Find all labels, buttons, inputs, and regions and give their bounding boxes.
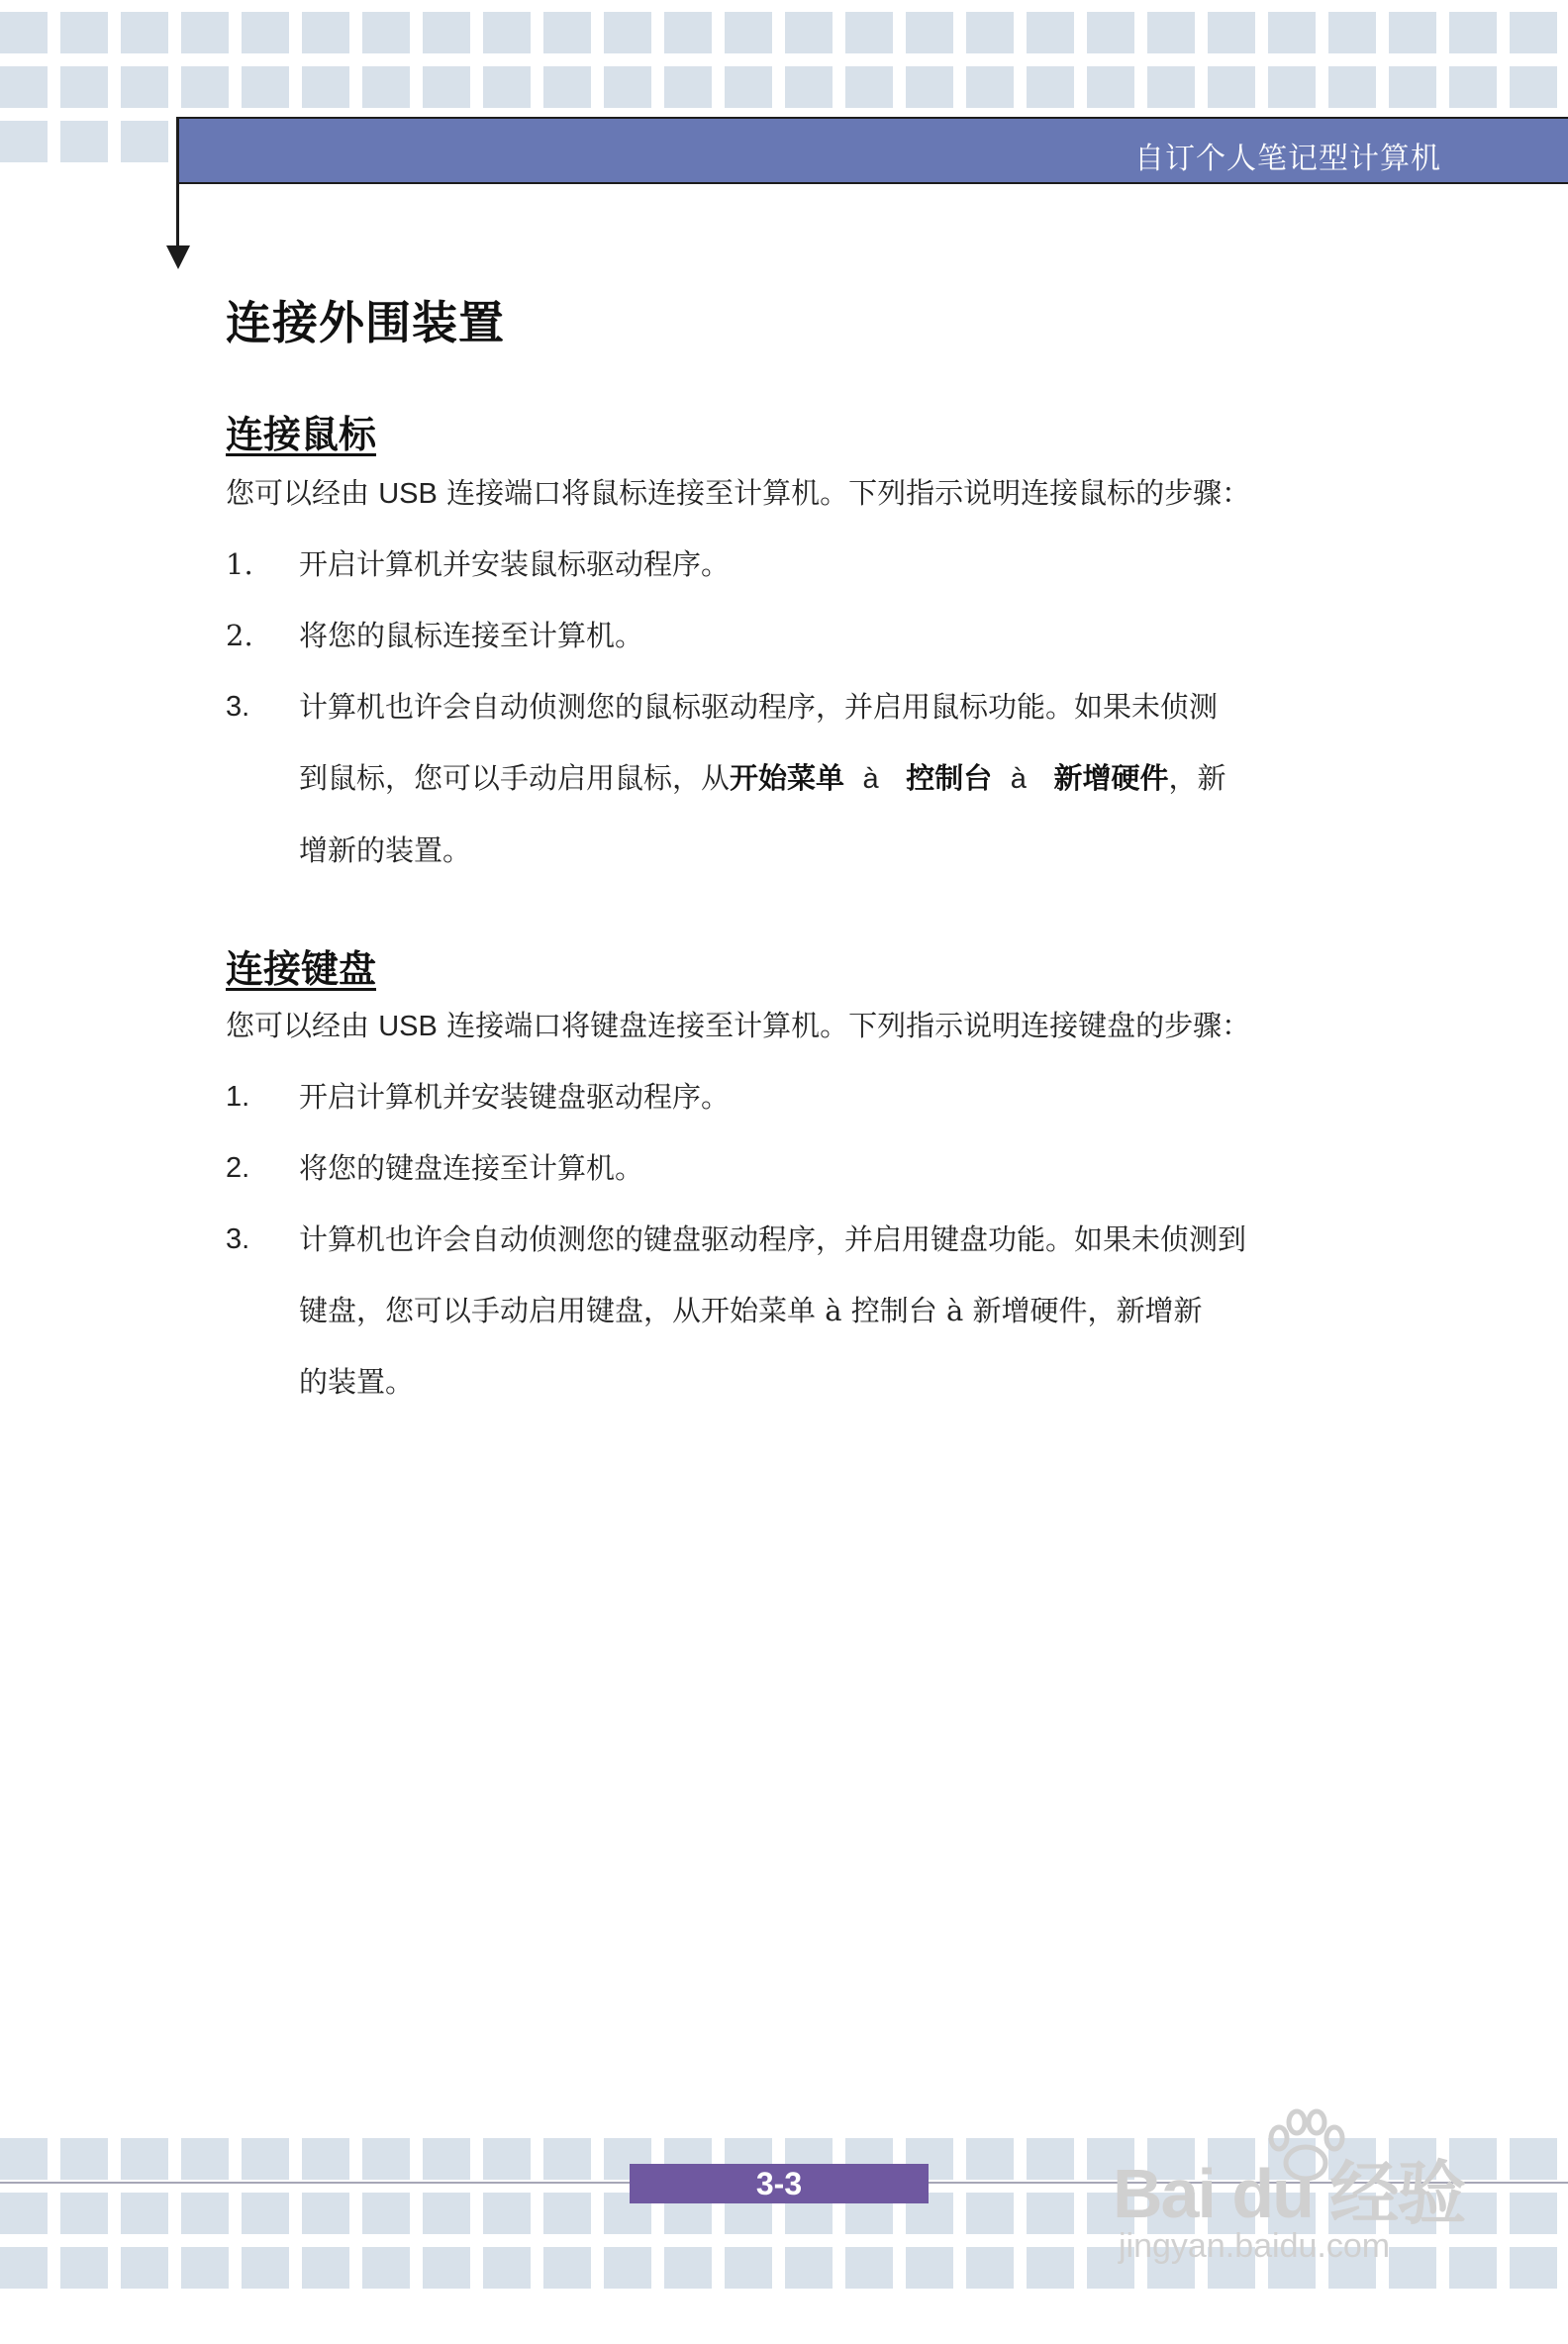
decorative-tile xyxy=(1268,66,1316,108)
decorative-tile xyxy=(966,12,1014,53)
decorative-tile xyxy=(966,2138,1014,2180)
decorative-tile xyxy=(1510,12,1557,53)
decorative-tile xyxy=(181,66,229,108)
menu-add-hardware: 新增硬件 xyxy=(1053,763,1169,795)
decorative-tile xyxy=(664,12,712,53)
header-band xyxy=(176,117,1568,184)
decorative-tile xyxy=(423,2138,470,2180)
menu-start: 开始菜单 xyxy=(730,763,845,795)
decorative-tile xyxy=(242,2138,289,2180)
decorative-tile xyxy=(362,2193,410,2234)
decorative-tile xyxy=(785,12,833,53)
watermark xyxy=(1113,2128,1489,2267)
decorative-tile xyxy=(60,66,108,108)
decorative-tile xyxy=(845,2247,893,2289)
down-arrow-icon xyxy=(166,245,190,269)
decorative-tile xyxy=(362,66,410,108)
decorative-tile xyxy=(543,2138,591,2180)
decorative-tile xyxy=(1510,66,1557,108)
decorative-tile xyxy=(0,2138,48,2180)
page-number: 3-3 xyxy=(630,2164,929,2203)
decorative-tile xyxy=(1328,66,1376,108)
decorative-tile xyxy=(1510,2193,1557,2234)
decorative-tile xyxy=(785,2247,833,2289)
decorative-tile xyxy=(845,12,893,53)
decorative-tile xyxy=(1027,12,1074,53)
decorative-tile xyxy=(181,12,229,53)
keyboard-step-3: 3. 计算机也许会自动侦测您的键盘驱动程序，并启用键盘功能。如果未侦测到 键盘，您可以手动启用键盘，从开始菜单 à 控制台 à 新增硬件，新增新 的装置。 xyxy=(226,1222,1247,1399)
decorative-tile xyxy=(181,2247,229,2289)
decorative-tile xyxy=(423,66,470,108)
decorative-tile xyxy=(1147,66,1195,108)
decorative-tile xyxy=(1208,66,1255,108)
arrow-glyph: à xyxy=(1010,763,1027,795)
decorative-tile xyxy=(362,2247,410,2289)
decorative-tile xyxy=(60,2193,108,2234)
usb-label: USB xyxy=(378,478,438,510)
decorative-tile xyxy=(362,2138,410,2180)
decorative-tile xyxy=(604,2247,651,2289)
decorative-tile xyxy=(1208,12,1255,53)
decorative-tile xyxy=(242,66,289,108)
decorative-tile xyxy=(543,66,591,108)
decorative-tile xyxy=(0,66,48,108)
decorative-tile xyxy=(483,66,531,108)
decorative-tile xyxy=(242,2247,289,2289)
decorative-tile xyxy=(1087,66,1134,108)
decorative-tile xyxy=(0,121,48,162)
decorative-tile xyxy=(60,2138,108,2180)
decorative-tile xyxy=(121,2247,168,2289)
decorative-tile xyxy=(121,121,168,162)
decorative-tile xyxy=(906,2247,953,2289)
decorative-tile xyxy=(906,12,953,53)
decorative-tile xyxy=(543,2193,591,2234)
header-title: 自订个人笔记型计算机 xyxy=(1134,142,1441,176)
decorative-tile xyxy=(60,121,108,162)
mouse-heading: 连接鼠标 xyxy=(226,412,377,456)
watermark-url: jingyan.baidu.com xyxy=(1119,2227,1391,2265)
decorative-tile xyxy=(1027,2247,1074,2289)
decorative-tile xyxy=(181,2193,229,2234)
decorative-tile xyxy=(1268,12,1316,53)
decorative-tile xyxy=(664,2247,712,2289)
decorative-tile xyxy=(1027,66,1074,108)
mouse-intro: 您可以经由 USB 连接端口将鼠标连接至计算机。下列指示说明连接鼠标的步骤： xyxy=(226,476,1251,510)
header-vertical-line xyxy=(176,117,179,245)
decorative-tile xyxy=(1510,2247,1557,2289)
decorative-tile xyxy=(121,66,168,108)
menu-control-panel: 控制台 xyxy=(906,763,993,795)
decorative-tile xyxy=(725,2247,772,2289)
decorative-tile xyxy=(1147,12,1195,53)
decorative-tile xyxy=(483,2193,531,2234)
decorative-tile xyxy=(604,12,651,53)
decorative-tile xyxy=(483,2247,531,2289)
decorative-tile xyxy=(966,66,1014,108)
decorative-tile xyxy=(121,2193,168,2234)
decorative-tile xyxy=(483,12,531,53)
decorative-tile xyxy=(121,2138,168,2180)
decorative-tile xyxy=(1328,12,1376,53)
decorative-tile xyxy=(483,2138,531,2180)
decorative-tile xyxy=(1027,2138,1074,2180)
keyboard-heading: 连接键盘 xyxy=(226,946,377,991)
decorative-tile xyxy=(1510,2138,1557,2180)
decorative-tile xyxy=(725,66,772,108)
decorative-tile xyxy=(785,66,833,108)
decorative-tile xyxy=(1389,12,1436,53)
decorative-tile xyxy=(423,2247,470,2289)
decorative-tile xyxy=(906,66,953,108)
decorative-tile xyxy=(242,2193,289,2234)
decorative-tile xyxy=(362,12,410,53)
usb-label: USB xyxy=(378,1011,438,1042)
decorative-tile xyxy=(1449,12,1497,53)
decorative-tile xyxy=(0,2247,48,2289)
decorative-tile xyxy=(302,12,349,53)
watermark-logo: Bai du 经验 xyxy=(1113,2155,1465,2232)
decorative-tile xyxy=(423,2193,470,2234)
decorative-tile xyxy=(0,2193,48,2234)
decorative-tile xyxy=(543,12,591,53)
decorative-tile xyxy=(302,66,349,108)
decorative-tile xyxy=(966,2193,1014,2234)
section-title: 连接外围装置 xyxy=(226,296,505,349)
decorative-tile xyxy=(423,12,470,53)
arrow-glyph: à xyxy=(862,763,879,795)
decorative-tile xyxy=(302,2138,349,2180)
decorative-tile xyxy=(966,2247,1014,2289)
decorative-tile xyxy=(1027,2193,1074,2234)
decorative-tile xyxy=(0,12,48,53)
decorative-tile xyxy=(121,12,168,53)
decorative-tile xyxy=(60,12,108,53)
main-content: 连接外围装置 连接鼠标 您可以经由 USB 连接端口将鼠标连接至计算机。下列指示说明连接鼠标的步骤： 1. 开启计算机并安装鼠标驱动程序。 2. 将您的鼠标连接至计算机。 3. 计算机也许会自动侦测您的鼠标驱动程序，并启用鼠标功能。如果未侦测 到鼠标，您可以手动启用鼠标，从开始菜单 à 控制台 à 新增硬件，新 增新的装置。 连接键盘 您可以经由 USB 连接端口将键盘连接至计算机。下列指示说明连接键盘的步骤： 1. 开启计算机并安装键盘驱动程序。 2. 将您的键盘连接至计算机。 3. 计算机也许会自动侦测您的键盘驱动程序，并启用键盘功能。如果未侦测到 键盘，您可以手动启用键盘，从开始菜单 à 控制台 à 新增硬件，新增新 的装置。 xyxy=(226,287,1364,352)
decorative-tile xyxy=(725,12,772,53)
decorative-tile xyxy=(302,2193,349,2234)
decorative-tile xyxy=(1449,66,1497,108)
mouse-step-3: 3. 计算机也许会自动侦测您的鼠标驱动程序，并启用鼠标功能。如果未侦测 到鼠标，您可以手动启用鼠标，从开始菜单 à 控制台 à 新增硬件，新 增新的装置。 xyxy=(226,690,1226,867)
decorative-tile xyxy=(845,66,893,108)
decorative-tile xyxy=(543,2247,591,2289)
keyboard-intro: 您可以经由 USB 连接端口将键盘连接至计算机。下列指示说明连接键盘的步骤： xyxy=(226,1009,1251,1042)
decorative-tile xyxy=(1389,66,1436,108)
decorative-tile xyxy=(664,66,712,108)
decorative-tile xyxy=(604,66,651,108)
decorative-tile xyxy=(302,2247,349,2289)
decorative-tile xyxy=(1087,12,1134,53)
decorative-tile xyxy=(181,2138,229,2180)
decorative-tile xyxy=(60,2247,108,2289)
decorative-tile xyxy=(242,12,289,53)
